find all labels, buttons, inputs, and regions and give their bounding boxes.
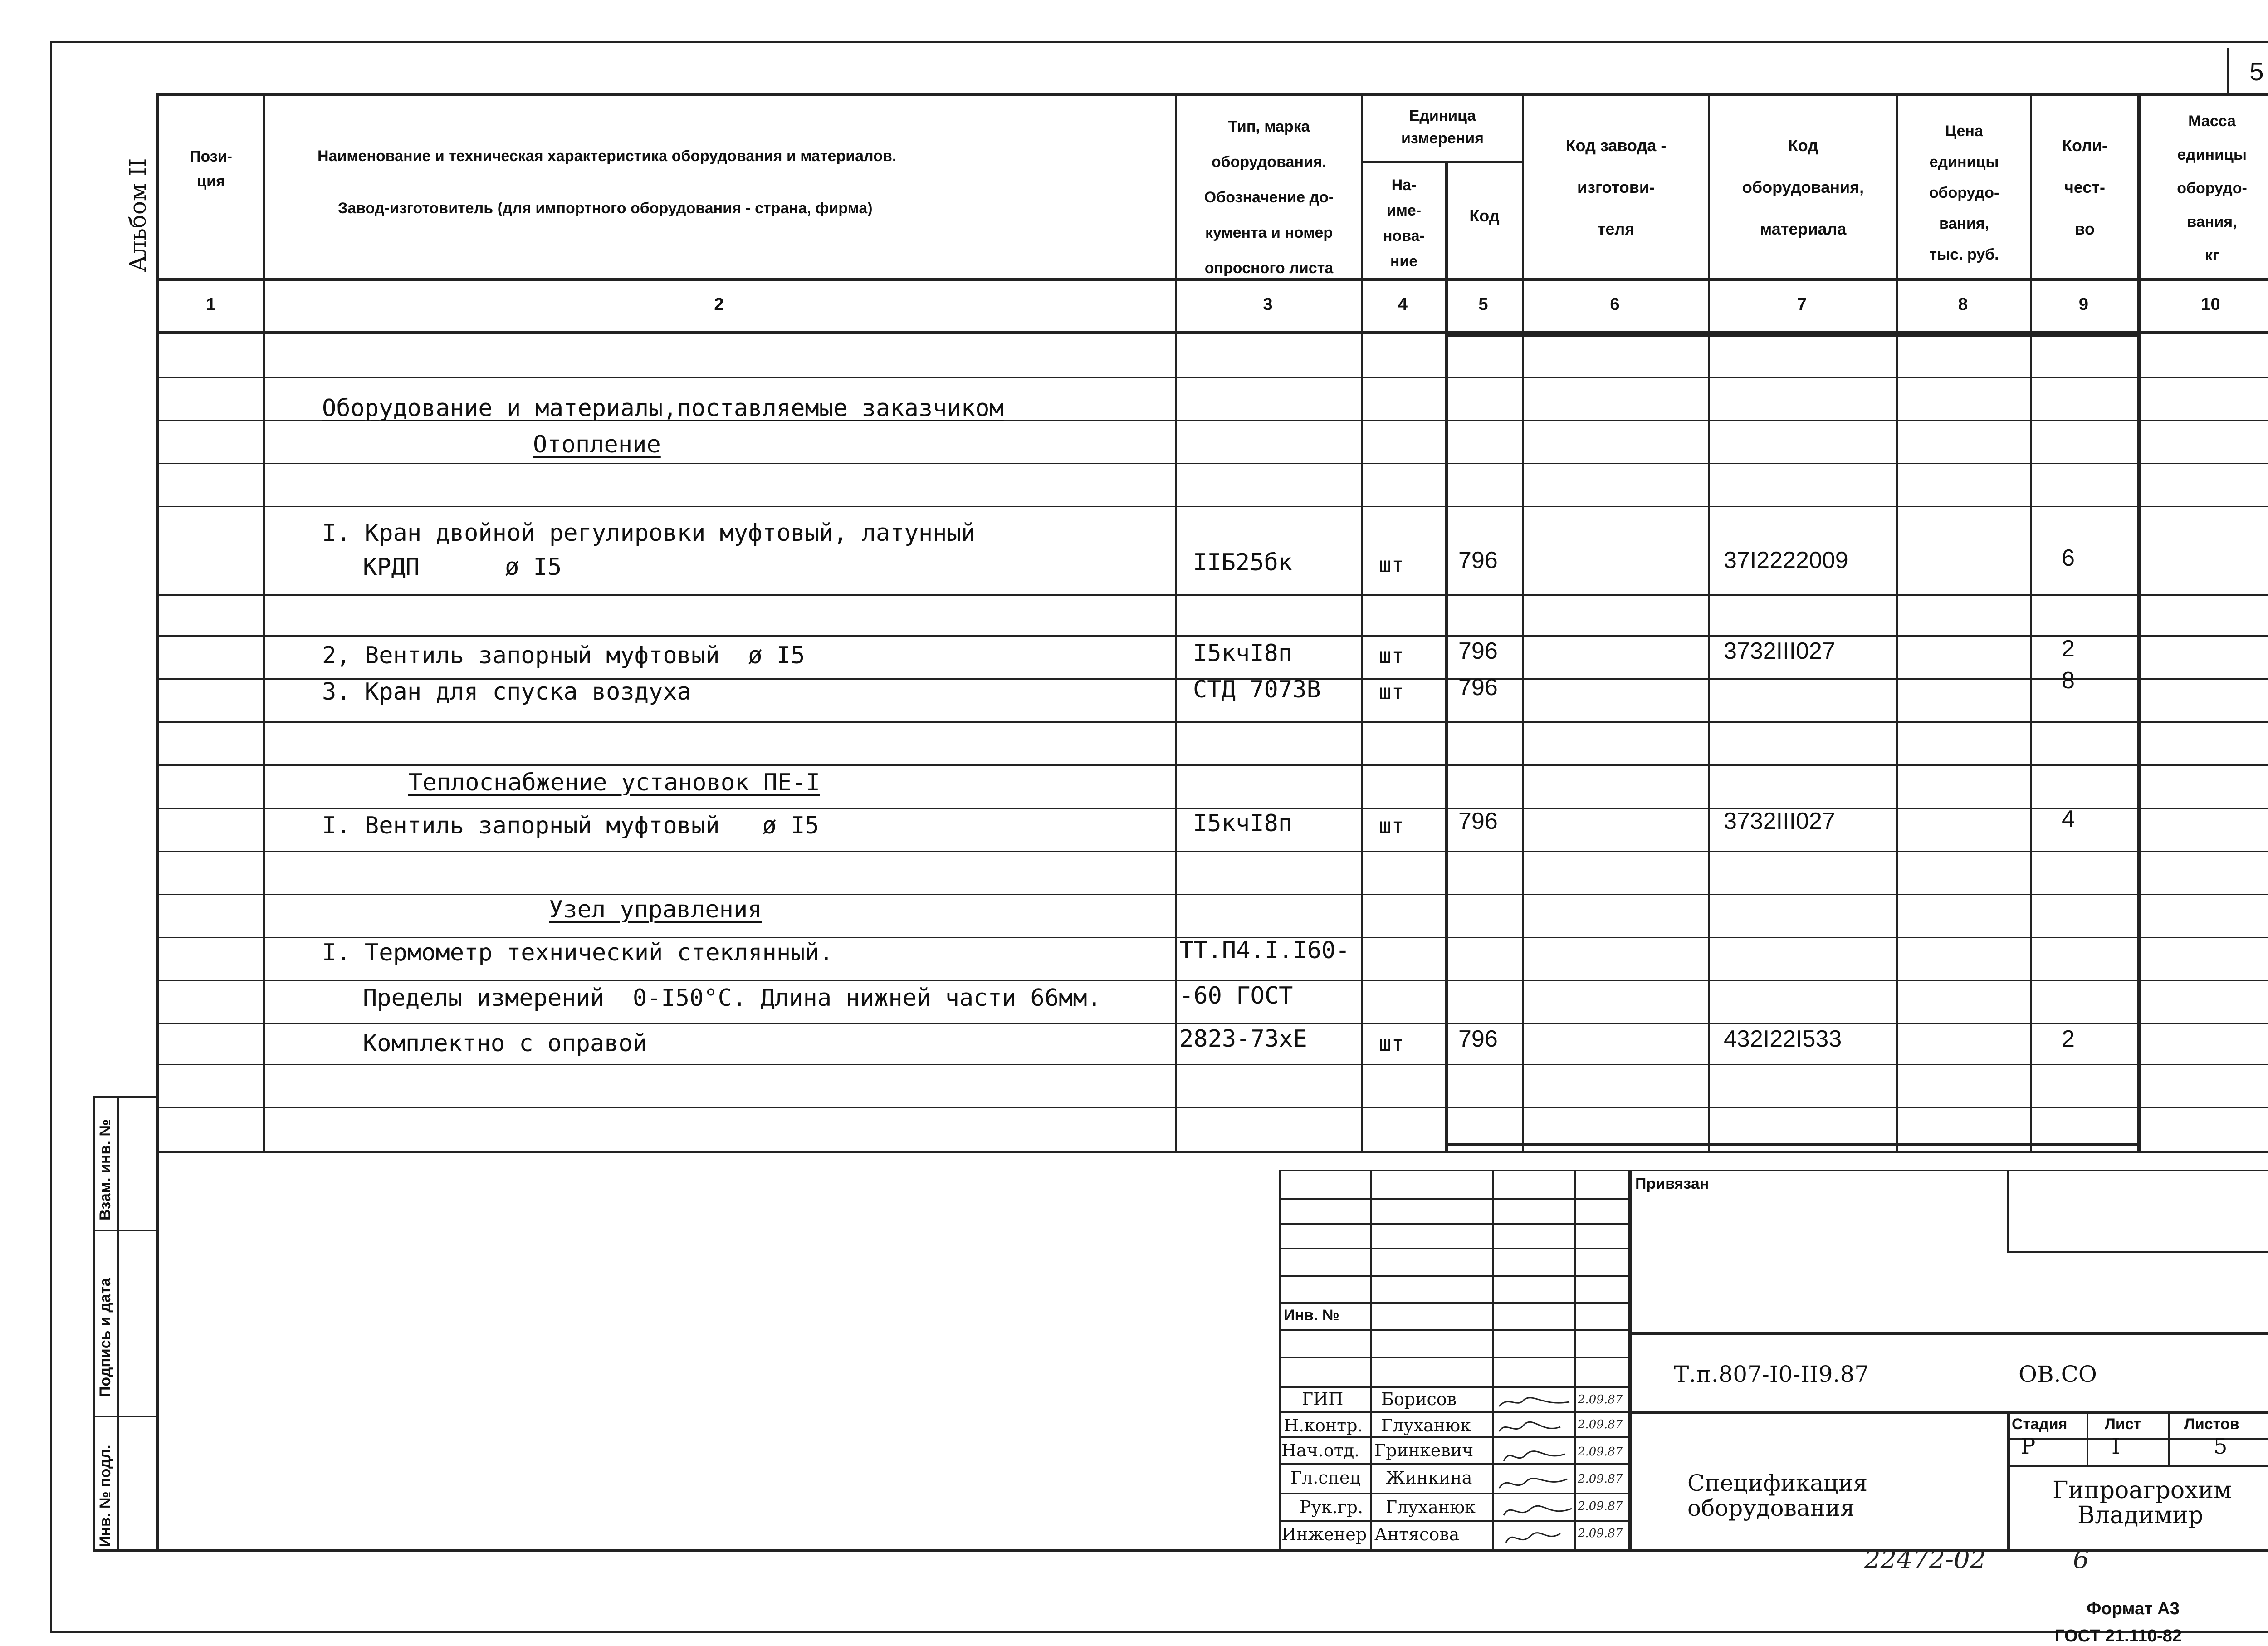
tb-row [1279, 1386, 1628, 1388]
tb-row [1279, 1198, 1628, 1200]
col-line-6 [1708, 93, 1710, 1152]
gost-label: ГОСТ 21.110-82 [2055, 1626, 2182, 1646]
item-type: I5кчI8п [1193, 640, 1293, 667]
underline-mark [474, 594, 587, 596]
item-name: I. Кран двойной регулировки муфтовый, латунный [322, 519, 976, 547]
section-heading: Отопление [533, 431, 661, 458]
item-qty: 4 [2062, 806, 2075, 832]
tb-stage-divider [2007, 1411, 2010, 1552]
tb-row [1279, 1493, 1628, 1494]
tb-title-line [1628, 1411, 2268, 1414]
row-line [156, 377, 2268, 378]
item-type: ТТ.П4.I.I60- [1179, 937, 1350, 964]
header-name-line2: Завод-изготовитель (для импортного оборудования - страна, фирма) [338, 200, 873, 217]
item-type: -60 ГОСТ [1179, 982, 1293, 1009]
item-material-code: 432I22I533 [1724, 1026, 1842, 1052]
row-line [156, 1107, 2268, 1108]
tb-date: 2.09.87 [1578, 1499, 1623, 1513]
tb-inv-no: Инв. № [1284, 1307, 1339, 1324]
row-line [156, 808, 2268, 809]
col-line-3 [1361, 93, 1363, 1152]
tb-row [1279, 1302, 1628, 1304]
tb-person: Жинкина [1386, 1468, 1472, 1488]
item-name: I. Термометр технический стеклянный. [322, 939, 834, 966]
col-line-2 [1175, 93, 1177, 1152]
tb-org-line2: Владимир [2077, 1502, 2204, 1529]
tb-date: 2.09.87 [1578, 1527, 1623, 1540]
side-stamp-row [93, 1230, 156, 1231]
tb-row [1279, 1248, 1628, 1249]
item-unit: шт [1379, 1031, 1404, 1056]
item-qty: 8 [2062, 667, 2075, 694]
colnum-5: 5 [1478, 295, 1488, 314]
colnum-2: 2 [714, 295, 724, 314]
tb-row [1279, 1463, 1628, 1465]
archive-sheet: 6 [2073, 1545, 2089, 1574]
body-box-bottom [1445, 1143, 2139, 1146]
format-label: Формат А3 [2087, 1599, 2180, 1618]
tb-date: 2.09.87 [1578, 1472, 1623, 1486]
row-line [156, 764, 2268, 766]
tb-row [1279, 1357, 1628, 1358]
header-factory-code: Код завода - изготови- теля [1565, 136, 1667, 238]
colnum-6: 6 [1610, 295, 1620, 314]
item-unit-code: 796 [1458, 674, 1498, 701]
item-name: Пределы измерений 0-I50°С. Длина нижней части 66мм. [363, 985, 1101, 1012]
item-type: I5кчI8п [1193, 810, 1293, 837]
item-name: КРДП ø I5 [363, 554, 562, 581]
row-line [156, 463, 2268, 464]
row-line [156, 851, 2268, 852]
colnum-4: 4 [1398, 295, 1408, 314]
colnum-7: 7 [1797, 295, 1807, 314]
tb-sheet-label: Лист [2105, 1416, 2141, 1433]
tb-org-line1: Гипроагрохим [2053, 1477, 2232, 1504]
item-unit-code: 796 [1458, 808, 1498, 834]
side-stamp-row [93, 1416, 156, 1417]
colnum-8: 8 [1958, 295, 1968, 314]
tb-role: Нач.отд. [1281, 1440, 1360, 1460]
tb-bound-line [2007, 1251, 2268, 1253]
tb-sheets: 5 [2214, 1434, 2228, 1459]
tb-person: Гринкевич [1374, 1440, 1474, 1460]
col-line-7 [1896, 93, 1898, 1152]
side-stamp-divider [117, 1096, 119, 1552]
tb-sheets-label: Листов [2184, 1416, 2239, 1433]
header-qty: Коли- чест- во [2062, 136, 2108, 238]
tb-stage-label: Стадия [2012, 1416, 2068, 1433]
tb-bound-divider [2007, 1170, 2009, 1251]
item-qty: 2 [2062, 1026, 2075, 1052]
tb-stage-col [2087, 1411, 2088, 1465]
item-name: 3. Кран для спуска воздуха [322, 678, 691, 705]
tb-row [1279, 1223, 1628, 1225]
item-material-code: 37I2222009 [1724, 547, 1848, 573]
tb-row [1279, 1329, 1628, 1331]
col-line-5 [1522, 93, 1524, 1152]
colnum-3: 3 [1263, 295, 1273, 314]
item-name: 2, Вентиль запорный муфтовый ø I5 [322, 642, 805, 669]
item-unit: шт [1379, 643, 1404, 668]
tb-person: Глуханюк [1381, 1416, 1471, 1435]
table-bottom-line [156, 1151, 2268, 1153]
item-type: IIБ25бк [1193, 549, 1293, 576]
tb-stage-row2 [2007, 1465, 2268, 1467]
header-mass: Масса единицы оборудо- вания, кг [2177, 113, 2247, 264]
tb-person: Борисов [1381, 1389, 1457, 1409]
header-position: Пози- ция [190, 148, 232, 190]
tb-stage-col [2168, 1411, 2170, 1465]
tb-role: Инженер [1281, 1524, 1367, 1544]
header-unit-group: Единица измерения [1401, 107, 1484, 147]
tb-title-line2: оборудования [1687, 1495, 1855, 1521]
header-price: Цена единицы оборудо- вания, тыс. руб. [1929, 122, 1999, 263]
colnum-9: 9 [2078, 295, 2089, 314]
item-unit-code: 796 [1458, 638, 1498, 664]
tb-role: Гл.спец [1290, 1468, 1361, 1488]
tb-role: ГИП [1302, 1389, 1344, 1409]
header-material-code: Код оборудования, материала [1742, 136, 1864, 238]
tb-person: Антясова [1374, 1524, 1460, 1544]
item-unit: шт [1379, 553, 1404, 577]
tb-top-line [1279, 1170, 2268, 1171]
tb-row [1279, 1275, 1628, 1277]
item-unit-code: 796 [1458, 547, 1498, 573]
side-replace-inv: Взам. инв. № [97, 1119, 114, 1220]
row-line [156, 721, 2268, 723]
tb-stage-row [2007, 1438, 2268, 1440]
item-type: СТД 7073В [1193, 676, 1321, 703]
tb-title-line1: Спецификация [1687, 1470, 1868, 1496]
item-name: I. Вентиль запорный муфтовый ø I5 [322, 812, 819, 839]
item-qty: 6 [2062, 545, 2075, 571]
header-name-line1: Наименование и техническая характеристика оборудования и материалов. [318, 147, 897, 165]
item-unit: шт [1379, 813, 1404, 838]
tb-row [1279, 1436, 1628, 1438]
tb-doc-mark: ОВ.СО [2019, 1361, 2097, 1387]
row-line [156, 506, 2268, 507]
item-material-code: 3732III027 [1724, 808, 1835, 834]
header-unit-name: На- име- нова- ние [1383, 176, 1425, 270]
header-unit-code: Код [1469, 206, 1500, 225]
side-inv-original: Инв. № подл. [97, 1445, 114, 1547]
colnum-10: 10 [2201, 295, 2220, 314]
colnum-1: 1 [206, 295, 216, 314]
tb-date: 2.09.87 [1578, 1393, 1623, 1406]
row-line [156, 1064, 2268, 1065]
row-line [156, 980, 2268, 981]
tb-person: Глуханюк [1386, 1497, 1476, 1517]
col-line-1 [263, 93, 265, 1152]
row-line [156, 894, 2268, 895]
sheet-number: 5 [2249, 57, 2264, 86]
col-line-8 [2030, 93, 2032, 1152]
item-name: Комплектно с оправой [363, 1030, 647, 1057]
tb-row [1279, 1411, 1628, 1413]
side-sign-date: Подпись и дата [97, 1278, 114, 1397]
section-heading: Оборудование и материалы,поставляемые заказчиком [322, 395, 1004, 422]
tb-code-line [1628, 1332, 2268, 1335]
header-type: Тип, марка оборудования. Обозначение до- кумента и номер опросного листа [1204, 118, 1334, 277]
tb-role: Рук.гр. [1300, 1497, 1364, 1517]
item-material-code: 3732III027 [1724, 638, 1835, 664]
tb-stage: Р [2021, 1434, 2036, 1459]
item-unit: шт [1379, 680, 1404, 704]
archive-number: 22472-02 [1864, 1545, 1986, 1574]
tb-role: Н.контр. [1284, 1416, 1363, 1435]
body-box-top [1445, 333, 2139, 337]
row-line [156, 594, 2268, 596]
row-line [156, 635, 2268, 637]
tb-doc-code: Т.п.807-I0-II9.87 [1674, 1361, 1869, 1387]
section-heading: Узел управления [549, 896, 762, 923]
unit-group-line [1361, 161, 1522, 163]
tb-date: 2.09.87 [1578, 1445, 1623, 1459]
section-heading: Теплоснабжение установок ПЕ-I [408, 769, 820, 796]
tb-row [1279, 1520, 1628, 1522]
row-line [156, 1023, 2268, 1024]
item-unit-code: 796 [1458, 1026, 1498, 1052]
item-qty: 2 [2062, 636, 2075, 662]
album-label: Альбом II [125, 158, 151, 272]
tb-bound: Привязан [1635, 1175, 1709, 1192]
tb-sheet: I [2112, 1434, 2120, 1459]
tb-date: 2.09.87 [1578, 1418, 1623, 1431]
signatures [1492, 1386, 1574, 1552]
tb-main-line [1628, 1170, 1632, 1552]
item-type: 2823-73хЕ [1179, 1025, 1307, 1053]
